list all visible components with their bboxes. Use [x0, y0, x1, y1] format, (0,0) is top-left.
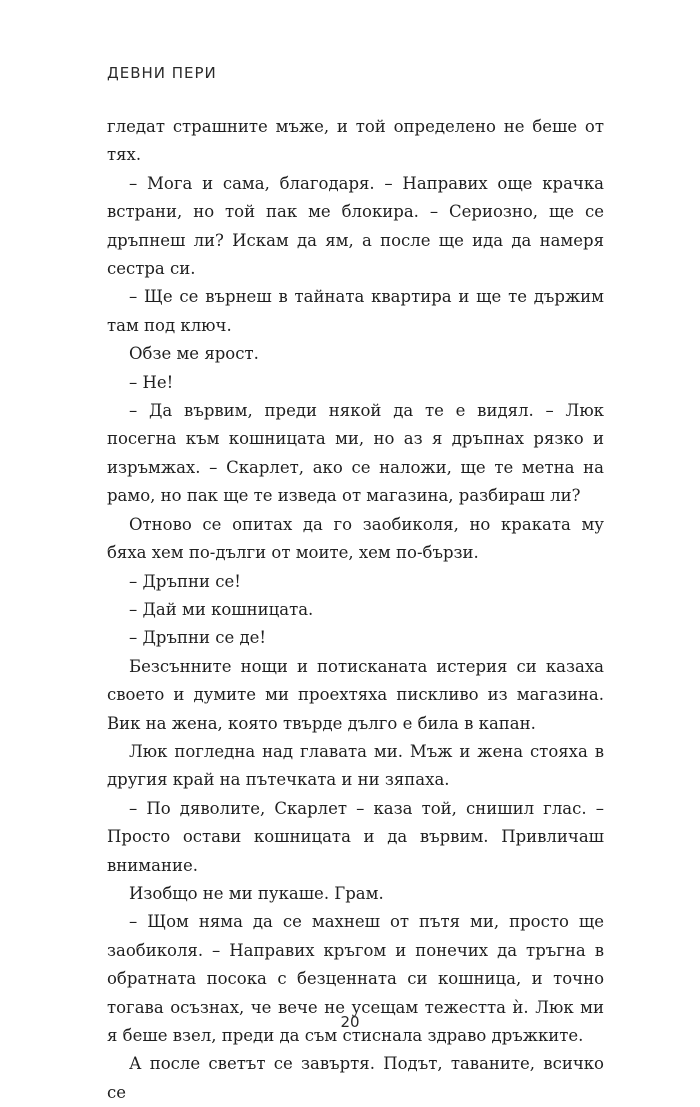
paragraph-continuation: гледат страшните мъже, и той определено не беше от тях.: [107, 117, 604, 165]
running-header: ДЕВНИ ПЕРИ: [107, 64, 217, 82]
paragraph: – По дяволите, Скарлет – каза той, снишил глас. – Просто остави кошницата и да вървим. Привличаш внимание.: [107, 798, 604, 875]
paragraph: – Да вървим, преди някой да те е видял. – Люк посегна към кошницата ми, но аз я дръпнах рязко и изръмжах. – Скарлет, ако се наложи, ще те метна на рамо, но пак ще те изведа от магазина, разбираш ли?: [107, 401, 604, 506]
paragraph: А после светът се завъртя. Подът, таваните, всичко се: [107, 1054, 604, 1102]
paragraph: – Дръпни се!: [129, 571, 241, 591]
paragraph: Изобщо не ми пукаше. Грам.: [129, 883, 384, 903]
paragraph: Отново се опитах да го заобиколя, но краката му бяха хем по-дълги от моите, хем по-бързи.: [107, 514, 604, 563]
paragraph: – Щом няма да се махнеш от пътя ми, просто ще заобиколя. – Направих кръгом и понечих да тръгна в обратната посока с безценната си кошница, и точно тогава осъзнах, че вече не усещам тежестта ѝ. Люк ми я беше взел, преди да съм стиснала здраво дръжките.: [107, 912, 604, 1045]
paragraph: – Не!: [129, 372, 174, 392]
paragraph: – Мога и сама, благодаря. – Направих още крачка встрани, но той пак ме блокира. – Сериозно, ще се дръпнеш ли? Искам да ям, а после ще ида да намеря сестра си.: [107, 173, 604, 279]
body-text: [107, 113, 604, 1107]
page-number: 20: [340, 1013, 360, 1031]
paragraph: – Ще се върнеш в тайната квартира и ще те държим там под ключ.: [107, 287, 604, 335]
paragraph: Безсънните нощи и потисканата истерия си казаха своето и думите ми проехтяха пискливо из магазина. Вик на жена, която твърде дълго е била в капан.: [107, 656, 604, 733]
paragraph: Обзе ме ярост.: [129, 344, 259, 364]
paragraph: – Дай ми кошницата.: [129, 599, 314, 619]
paragraph: Люк погледна над главата ми. Мъж и жена стояха в другия край на пътечката и ни зяпаха.: [107, 741, 604, 790]
paragraph: – Дръпни се де!: [129, 628, 267, 648]
